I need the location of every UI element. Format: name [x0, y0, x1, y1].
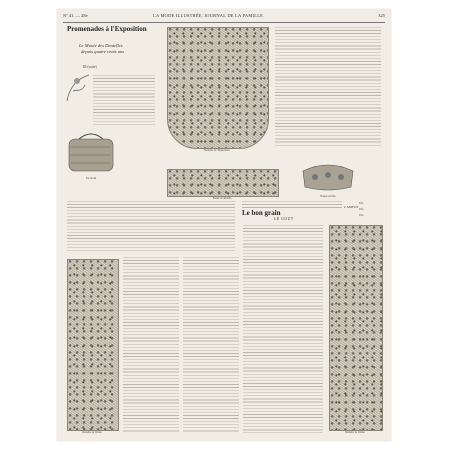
mid-text-block-right — [242, 201, 342, 209]
initial-ornament — [63, 71, 93, 105]
bag-illustration — [65, 129, 117, 175]
article-byline: III (suite) — [83, 65, 97, 69]
price-note-2: 0 fr. — [359, 207, 364, 211]
bottom-text-col-1 — [123, 257, 179, 433]
section-subtitle: LE GOUT — [274, 217, 294, 221]
journal-title: LA MODE ILLUSTRÉE, JOURNAL DE LA FAMILLE. — [153, 13, 265, 18]
caption-strip: Bande de dentelle — [212, 197, 232, 200]
signature: J. AMYOT — [344, 205, 359, 209]
right-column-text-top — [275, 27, 381, 147]
page-header — [63, 13, 385, 21]
issue-number: Nº 41. — 28e — [63, 13, 88, 18]
bottom-text-col-3 — [243, 225, 323, 433]
pouch-illustration — [297, 157, 359, 193]
price-note-3: 0 fr. — [359, 213, 364, 217]
bottom-text-col-2 — [183, 257, 239, 433]
lace-strip-illustration — [167, 169, 279, 197]
magazine-page — [57, 9, 391, 441]
caption-right-lace: Dentelle de Venise — [345, 431, 365, 434]
article-title: Promenades à l'Exposition — [67, 25, 147, 33]
lace-column-left — [67, 259, 119, 431]
intro-text-block — [93, 75, 155, 125]
article-subtitle: Le Musée des Dentelles — [79, 43, 123, 48]
price-note-1: 0 fr. — [359, 201, 364, 205]
caption-pouch: Bourse en filet — [320, 195, 336, 198]
caption-center-lace: Dentelle de l'Impératrice — [204, 149, 230, 152]
header-rule — [63, 22, 385, 23]
lace-illustration-center — [167, 27, 269, 149]
lace-column-right — [329, 225, 383, 431]
caption-bag: Sac brodé — [85, 177, 97, 180]
page-number: 325 — [378, 13, 385, 18]
section-title: Le bon grain — [242, 209, 281, 217]
article-subtitle-2: depuis quatre cents ans — [81, 49, 125, 54]
mid-text-block-left — [67, 201, 235, 251]
caption-left-lace: Dentelle de Venise — [82, 431, 102, 434]
